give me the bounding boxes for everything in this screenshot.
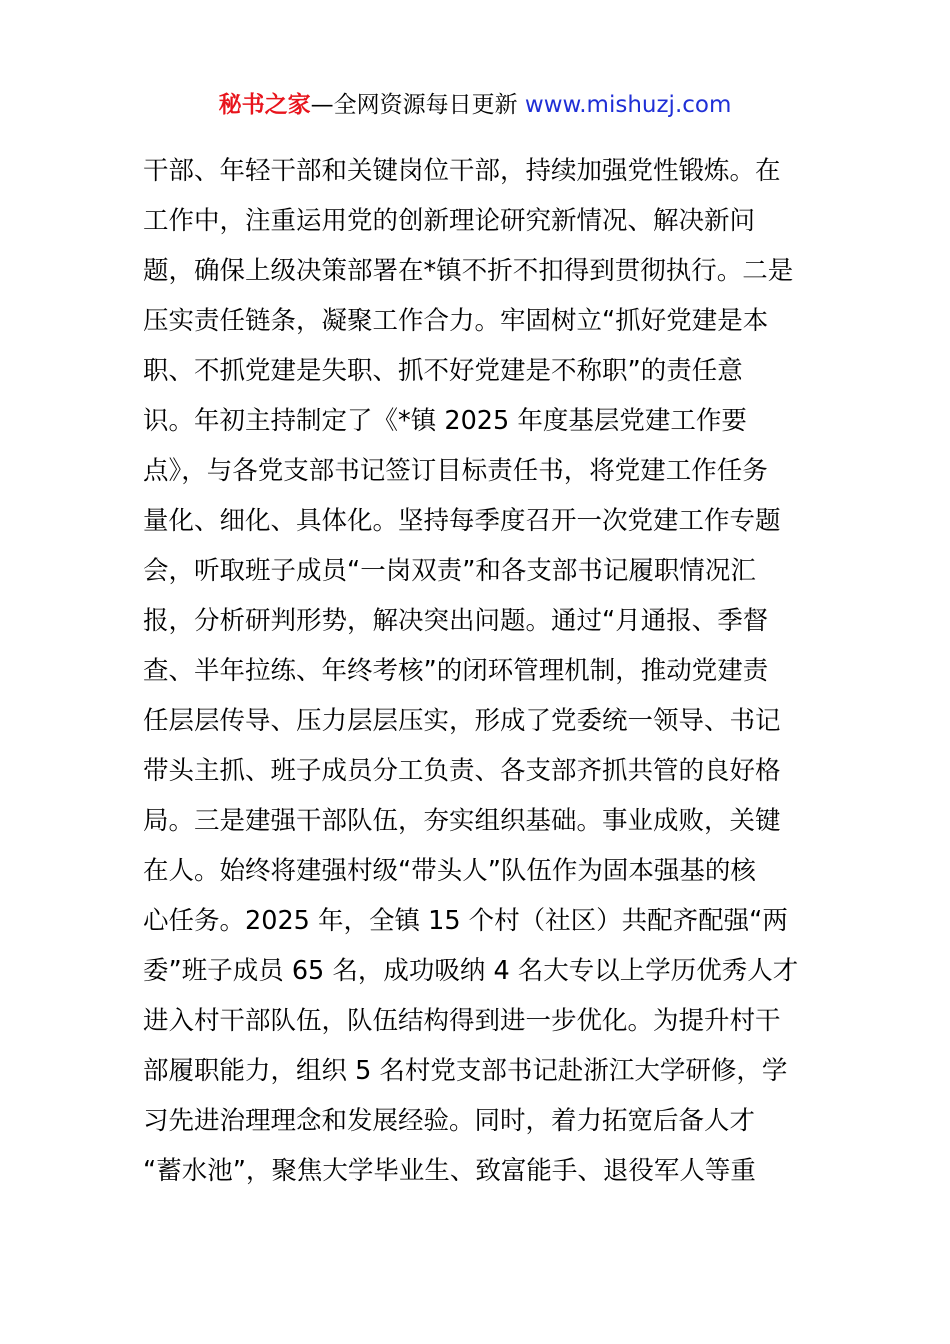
body-line: 点》，与各党支部书记签订目标责任书，将党建工作任务 — [143, 456, 768, 486]
body-line: 识。年初主持制定了《*镇 2025 年度基层党建工作要 — [143, 406, 747, 436]
body-line: 心任务。2025 年，全镇 15 个村（社区）共配齐配强“两 — [143, 906, 788, 936]
document-body — [143, 146, 809, 1196]
body-line: 进入村干部队伍，队伍结构得到进一步优化。为提升村干 — [143, 1006, 781, 1036]
body-line: 题，确保上级决策部署在*镇不折不扣得到贯彻执行。二是 — [143, 256, 794, 286]
site-tagline: —全网资源每日更新 — [310, 92, 518, 118]
site-url-link[interactable]: www.mishuzj.com — [524, 92, 732, 118]
body-line: 工作中，注重运用党的创新理论研究新情况、解决新问 — [143, 206, 756, 236]
site-brand: 秘书之家 — [218, 92, 311, 118]
body-line: 报，分析研判形势，解决突出问题。通过“月通报、季督 — [143, 606, 769, 636]
body-line: 干部、年轻干部和关键岗位干部，持续加强党性锻炼。在 — [143, 156, 781, 186]
body-line: 部履职能力，组织 5 名村党支部书记赴浙江大学研修，学 — [143, 1056, 788, 1086]
body-line: 查、半年拉练、年终考核”的闭环管理机制，推动党建责 — [143, 656, 769, 686]
body-line: 局。三是建强干部队伍，夯实组织基础。事业成败，关键 — [143, 806, 781, 836]
body-line: 带头主抓、班子成员分工负责、各支部齐抓共管的良好格 — [143, 756, 781, 786]
body-line: 职、不抓党建是失职、抓不好党建是不称职”的责任意 — [143, 356, 743, 386]
body-line: 会，听取班子成员“一岗双责”和各支部书记履职情况汇 — [143, 556, 756, 586]
body-line: “蓄水池”，聚焦大学毕业生、致富能手、退役军人等重 — [143, 1156, 756, 1186]
body-line: 习先进治理理念和发展经验。同时，着力拓宽后备人才 — [143, 1106, 756, 1136]
body-line: 压实责任链条，凝聚工作合力。牢固树立“抓好党建是本 — [143, 306, 769, 336]
body-line: 量化、细化、具体化。坚持每季度召开一次党建工作专题 — [143, 506, 781, 536]
page-header — [0, 88, 950, 122]
body-line: 委”班子成员 65 名，成功吸纳 4 名大专以上学历优秀人才 — [143, 956, 799, 986]
body-line: 任层层传导、压力层层压实，形成了党委统一领导、书记 — [143, 706, 781, 736]
body-line: 在人。始终将建强村级“带头人”队伍作为固本强基的核 — [143, 856, 756, 886]
